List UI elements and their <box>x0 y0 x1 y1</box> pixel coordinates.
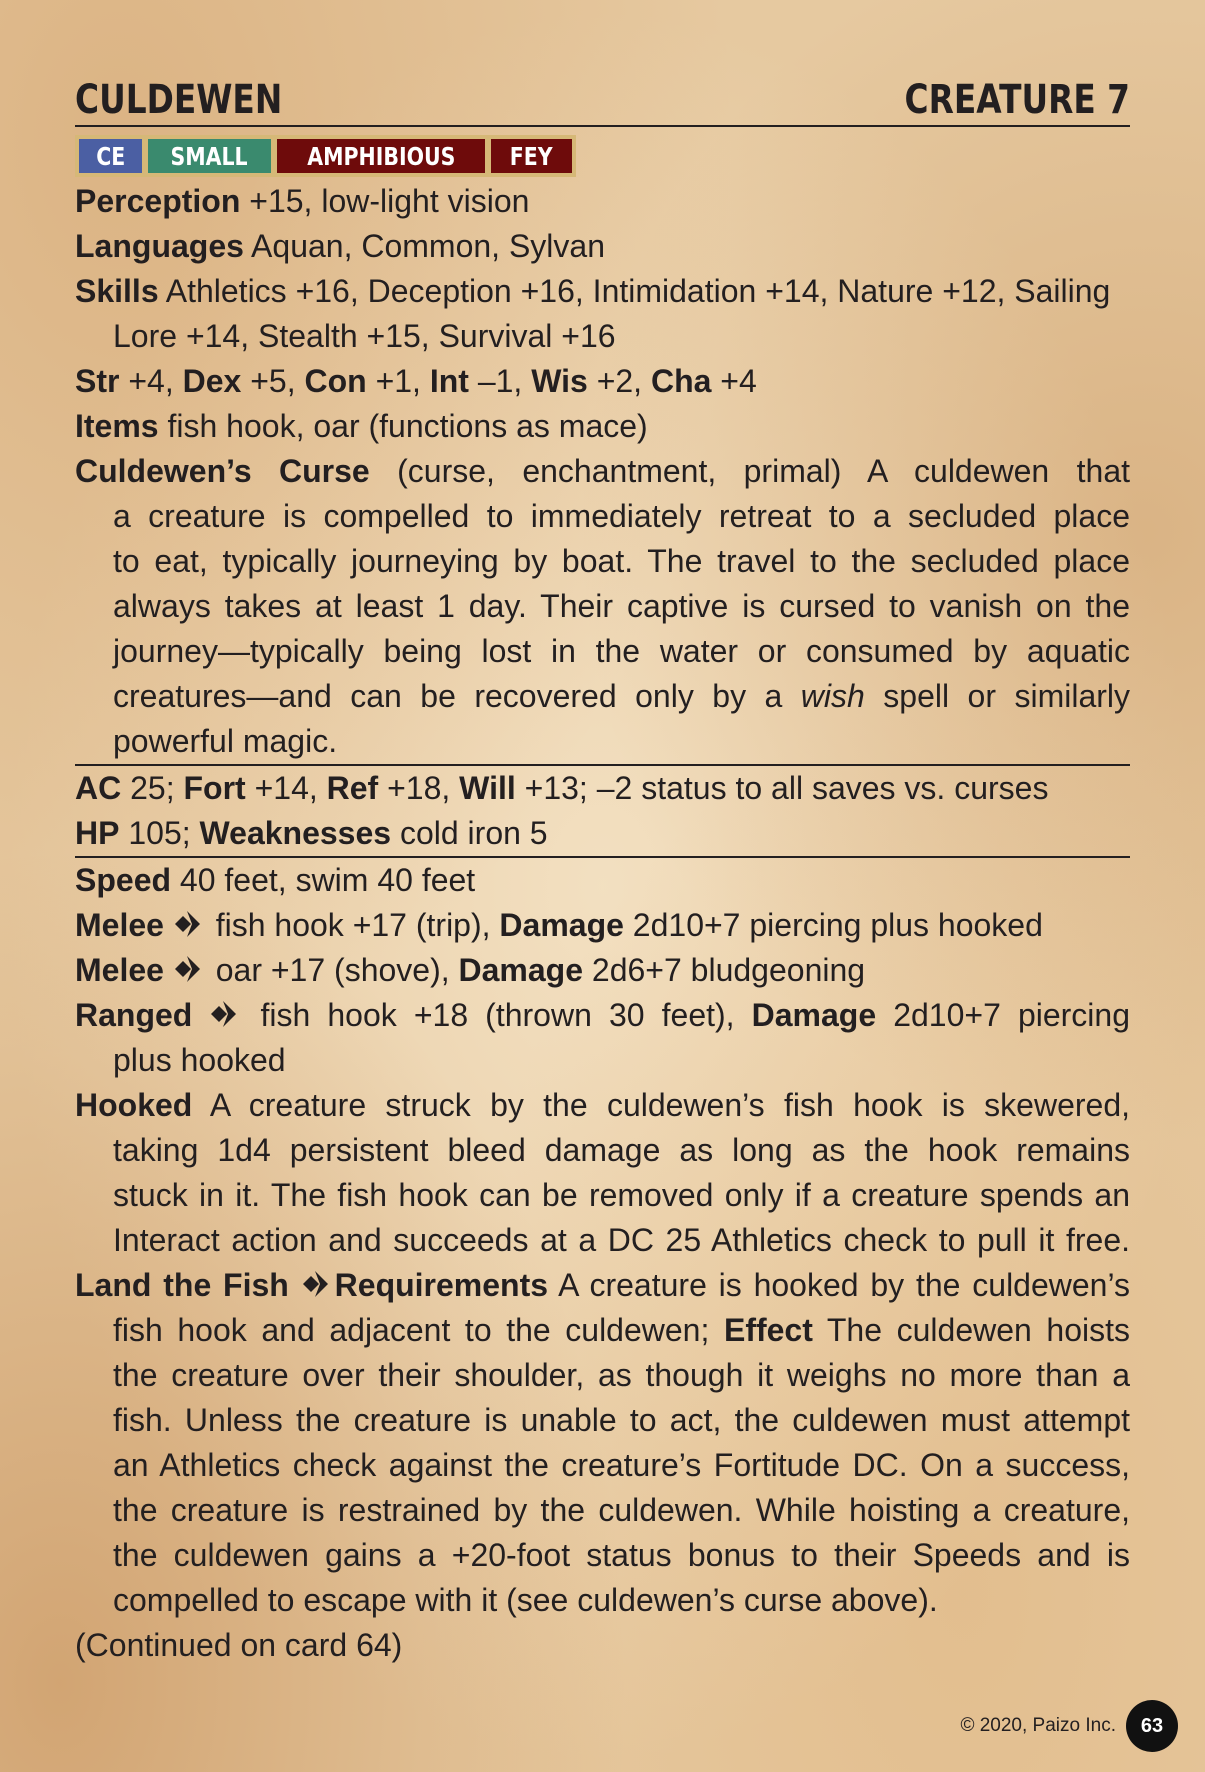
land-the-fish-line: compelled to escape with it (see culdewen’s curse above). <box>113 1582 938 1618</box>
items-line: Items fish hook, oar (functions as mace) <box>75 408 648 444</box>
melee-fish-hook-line: Melee fish hook +17 (trip), Damage 2d10+7 piercing plus hooked <box>75 907 1043 943</box>
perception-line: Perception +15, low-light vision <box>75 183 530 219</box>
single-action-icon <box>173 954 207 984</box>
hooked-line: taking 1d4 persistent bleed damage as long as the hook remains <box>113 1132 1130 1168</box>
trait-bar <box>75 135 576 177</box>
curse-line: powerful magic. <box>113 723 338 759</box>
curse-line: always takes at least 1 day. Their captive is cursed to vanish on the <box>113 588 1130 624</box>
land-the-fish-line: the creature is restrained by the culdewen. While hoisting a creature, <box>113 1492 1130 1528</box>
page-number-badge: 63 <box>1126 1700 1178 1752</box>
ability-scores-line: Str +4, Dex +5, Con +1, Int –1, Wis +2, Cha +4 <box>75 363 757 399</box>
melee-oar-line: Melee oar +17 (shove), Damage 2d6+7 bludgeoning <box>75 952 866 988</box>
stat-lines <box>75 179 1130 1668</box>
skills-line-cont: Lore +14, Stealth +15, Survival +16 <box>113 318 616 354</box>
creature-name: CULDEWEN <box>75 77 283 123</box>
hooked-line: Hooked A creature struck by the culdewen’s fish hook is skewered, <box>75 1087 1130 1123</box>
footer <box>960 1700 1178 1752</box>
single-action-icon <box>301 1269 335 1299</box>
land-the-fish-line: Land the Fish Requirements A creature is hooked by the culdewen’s <box>75 1267 1130 1303</box>
land-the-fish-line: the creature over their shoulder, as though it weighs no more than a <box>113 1357 1130 1393</box>
curse-line: a creature is compelled to immediately retreat to a secluded place <box>113 498 1130 534</box>
skills-line: Skills Athletics +16, Deception +16, Intimidation +14, Nature +12, Sailing <box>75 273 1111 309</box>
continued-note: (Continued on card 64) <box>75 1627 403 1663</box>
defenses-line: AC 25; Fort +14, Ref +18, Will +13; –2 status to all saves vs. curses <box>75 770 1049 806</box>
title-row <box>75 68 1130 127</box>
land-the-fish-line: the culdewen gains a +20-foot status bonus to their Speeds and is <box>113 1537 1130 1573</box>
land-the-fish-line: fish hook and adjacent to the culdewen; Effect The culdewen hoists <box>113 1312 1130 1348</box>
curse-line: journey—typically being lost in the water or consumed by aquatic <box>113 633 1130 669</box>
curse-line: Culdewen’s Curse (curse, enchantment, primal) A culdewen that <box>75 453 1130 489</box>
land-the-fish-line: an Athletics check against the creature’s Fortitude DC. On a success, <box>113 1447 1130 1483</box>
languages-line: Languages Aquan, Common, Sylvan <box>75 228 605 264</box>
curse-line: to eat, typically journeying by boat. The travel to the secluded place <box>113 543 1130 579</box>
ranged-line: Ranged fish hook +18 (thrown 30 feet), Damage 2d10+7 piercing <box>75 997 1130 1033</box>
hp-line: HP 105; Weaknesses cold iron 5 <box>75 815 548 851</box>
single-action-icon <box>209 999 243 1029</box>
curse-line: creatures—and can be recovered only by a wish spell or similarly <box>113 678 1130 714</box>
trait-alignment: CE <box>79 139 142 173</box>
single-action-icon <box>173 909 207 939</box>
speed-line: Speed 40 feet, swim 40 feet <box>75 862 476 898</box>
trait-amphibious: AMPHIBIOUS <box>277 139 486 173</box>
ranged-line-cont: plus hooked <box>113 1042 286 1078</box>
trait-fey: FEY <box>491 139 571 173</box>
hooked-line: stuck in it. The fish hook can be removed only if a creature spends an <box>113 1177 1130 1213</box>
hooked-line: Interact action and succeeds at a DC 25 Athletics check to pull it free. <box>113 1222 1130 1258</box>
creature-level: CREATURE 7 <box>904 77 1130 123</box>
stat-block <box>75 68 1130 1668</box>
land-the-fish-line: fish. Unless the creature is unable to act, the culdewen must attempt <box>113 1402 1130 1438</box>
trait-size: SMALL <box>148 139 270 173</box>
copyright: © 2020, Paizo Inc. <box>960 1715 1116 1736</box>
